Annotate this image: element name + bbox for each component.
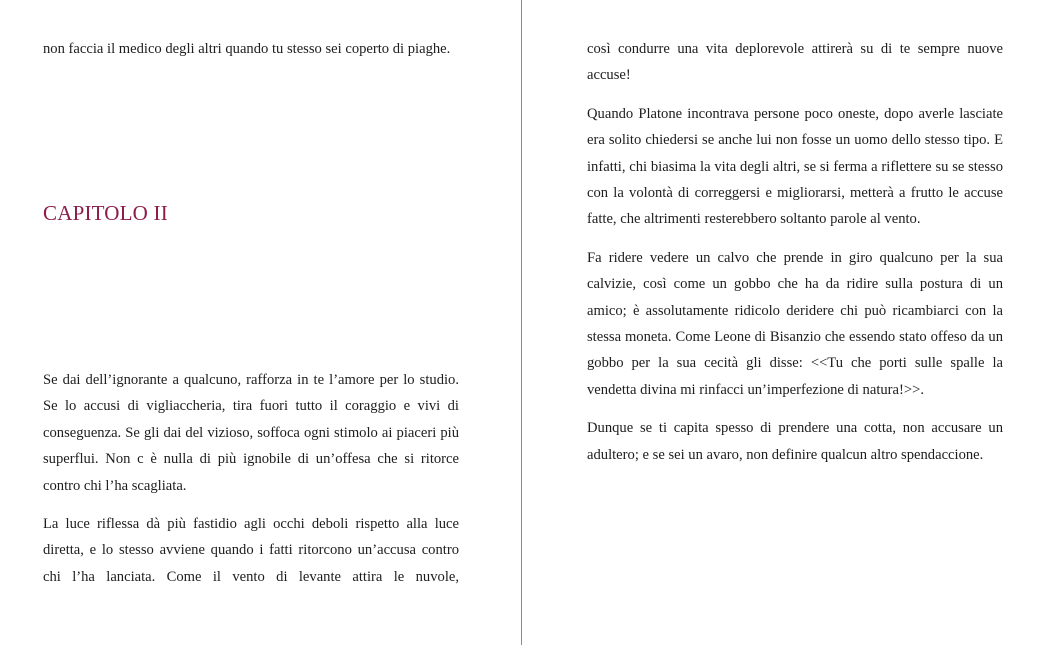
chapter-heading: CAPITOLO II bbox=[43, 201, 168, 225]
body-paragraph: Fa ridere vedere un calvo che prende in giro qualcuno per la sua calvizie, così come un gobbo che ha da ridire sulla postura di un amico; è assolutamente ridicolo deridere chi può ricambiarci con la stessa moneta. Come Leone di Bisanzio che essendo stato offeso da un gobbo per la sua cecità gli disse: <<Tu che porti sulle spalle la vendetta divina mi rinfacci un’imperfezione di natura!>>. bbox=[587, 249, 1003, 398]
body-paragraph: Quando Platone incontrava persone poco oneste, dopo averle lasciate era solito chiedersi se anche lui non fosse un uomo dello stesso tipo. E infatti, chi biasima la vita degli altri, se si ferma a riflettere su se stesso con la volontà di correggersi e migliorarsi, metterà a frutto le accuse fatte, che altrimenti resterebbero soltanto parole al vento. bbox=[587, 105, 1003, 228]
body-paragraph: Dunque se ti capita spesso di prendere una cotta, non accusare un adultero; e se sei un avaro, non definire qualcun altro spendaccione. bbox=[587, 420, 1003, 463]
left-page bbox=[43, 0, 459, 645]
page-divider bbox=[521, 0, 522, 645]
body-paragraph: La luce riflessa dà più fastidio agli occhi deboli rispetto alla luce diretta, e lo stesso avviene quando i fatti ritorcono un’accusa contro chi l’ha lanciata. Come il vento di levante attira le nuvole, bbox=[43, 516, 459, 585]
right-page-body bbox=[587, 36, 1003, 468]
left-page-body bbox=[43, 367, 459, 590]
continued-paragraph: non faccia il medico degli altri quando tu stesso sei coperto di piaghe. bbox=[43, 41, 451, 57]
body-paragraph: così condurre una vita deplorevole attirerà su di te sempre nuove accuse! bbox=[587, 41, 1003, 84]
right-page bbox=[587, 0, 1003, 645]
body-paragraph: Se dai dell’ignorante a qualcuno, rafforza in te l’amore per lo studio. Se lo accusi di vigliaccheria, tira fuori tutto il coraggio e vivi di conseguenza. Se gli dai del vizioso, soffoca ogni stimolo ai piaceri più superflui. Non c è nulla di più ignobile di un’offesa che si ritorce contro chi l’ha scagliata. bbox=[43, 372, 459, 494]
